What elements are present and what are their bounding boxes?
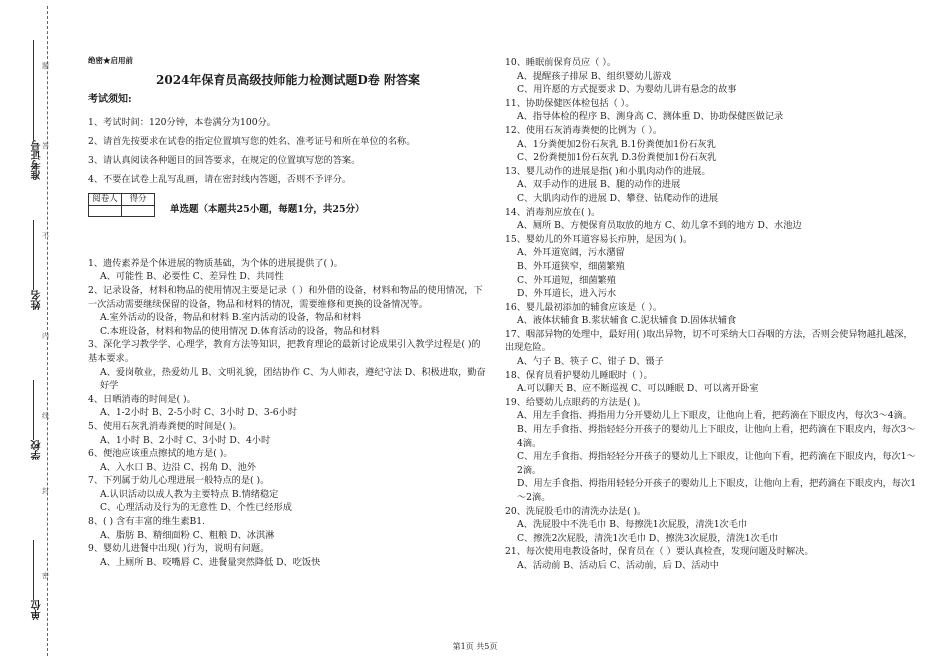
question-text: 5、使用石灰乳消毒粪便的时间是( )。: [88, 420, 242, 432]
answer-options: A、脂肪 B、精细面粉 C、粗粮 D、冰淇淋: [100, 529, 275, 541]
notice-item: 3、请认真阅读各种题目的回答要求，在规定的位置填写您的答案。: [88, 154, 361, 166]
question-text: 10、睡眠前保育员应（ ）。: [505, 57, 617, 68]
margin-char: 密: [42, 572, 49, 580]
question-text: 11、协助保健医体检包括（ ）。: [505, 97, 635, 109]
answer-options: A、1分粪便加2份石灰乳 B.1份粪便加1份石灰乳: [517, 138, 716, 150]
answer-options: B、用左手食指、拇指轻轻分开孩子的婴幼儿上下眼皮，让他向上看，把药滴在下眼皮内，每次3～4滴。: [517, 424, 916, 449]
answer-options: D、外耳道长，进入污水: [517, 288, 617, 300]
question-list-left: [88, 257, 488, 570]
answer-options: A、外耳道宽阔，污水潴留: [517, 247, 625, 259]
answer-options: A、勺子 B、筷子 C、钳子 D、镊子: [517, 356, 664, 368]
question-text: 12、使用石灰消毒粪便的比例为（ ）。: [505, 124, 663, 136]
question-text: 19、给婴幼儿点眼药的方法是( )。: [505, 396, 647, 408]
margin-char: 题: [42, 62, 49, 70]
notice-item: 4、不要在试卷上乱写乱画，请在密封线内答题，否则不予评分。: [88, 173, 352, 185]
answer-options: C、外耳道短，细菌繁殖: [517, 274, 616, 286]
unit-field[interactable]: [33, 540, 34, 600]
question-text: 20、洗屁股毛巾的清洗办法是( )。: [505, 505, 647, 517]
answer-options: A、指导体检的程序 B、测身高 C、测体重 D、协助保健医做记录: [517, 111, 784, 123]
question-text: 8、( ) 含有丰富的维生素B1.: [88, 516, 206, 528]
question-text: 18、保育员看护婴幼儿睡眠时（ ）。: [505, 369, 653, 381]
margin-char: 不: [42, 232, 49, 240]
question-text: 1、遗传素养是个体进展的物质基础，为个体的进展提供了( )。: [88, 257, 343, 269]
margin-char: 线: [42, 412, 49, 420]
answer-options: A、可能性 B、必要性 C、差异性 D、共同性: [100, 271, 284, 283]
notice-item: 1、考试时间：120分钟，本卷满分为100分。: [88, 116, 276, 128]
question-text: 15、婴幼儿的外耳道容易长疖肿，是因为( )。: [505, 233, 693, 245]
score-cell[interactable]: [122, 205, 155, 216]
answer-options: A、洗屁股中不洗毛巾 B、每擦洗1次屁股，清洗1次毛巾: [517, 519, 748, 531]
page-title: 2024年保育员高级技师能力检测试题D卷 附答案: [156, 72, 420, 87]
question-text: 14、消毒剂应放在( )。: [505, 206, 601, 218]
answer-options: D、用左手食指、拇指用轻轻分开孩子的婴幼儿上下眼皮，让他向上看，把药滴在下眼皮内，每次1～2滴。: [517, 478, 917, 503]
answer-options: A、爱岗敬业，热爱幼儿 B、文明礼貌，团结协作 C、为人师表，遵纪守法 D、积极进取，勤奋好学: [100, 366, 486, 392]
unit-label: 单位: [32, 600, 43, 620]
answer-options: C.本班设备，材料和物品的使用情况 D.体育活动的设备，物品和材料: [100, 325, 380, 337]
question-list-right: [505, 56, 920, 573]
score-box: [88, 193, 155, 217]
answer-options: A、液体状辅食 B.浆状辅食 C.泥状辅食 D.固体状辅食: [517, 315, 737, 327]
name-label: 姓名: [32, 290, 43, 310]
answer-options: C、用左手食指、拇指轻轻分开孩子的婴幼儿上下眼皮，让他向下看，把药滴在下眼皮内，每次1～2滴。: [517, 451, 916, 476]
secret-mark: 绝密★启用前: [88, 56, 133, 65]
question-text: 3、深化学习教学学、心理学，教育方法等知识，把教育理论的最新讨论成果引入教学过程是( )的基本要求。: [88, 339, 481, 364]
answer-options: A、入水口 B、边沿 C、拐角 D、池外: [100, 461, 256, 473]
answer-options: A、上厕所 B、咬嘴唇 C、进餐量突然降低 D、吃饭快: [100, 556, 321, 568]
answer-options: A、活动前 B、活动后 C、活动前，后 D、活动中: [517, 559, 719, 571]
right-column: [505, 56, 920, 573]
exam-number-field[interactable]: [33, 40, 34, 140]
school-label: 学校: [32, 440, 43, 460]
section-heading: 单选题（本题共25小题，每题1分，共25分）: [170, 203, 365, 215]
answer-options: A.认识活动以成人教为主要特点 B.情绪稳定: [100, 488, 279, 500]
question-text: 6、便池应该重点擦拭的地方是( )。: [88, 448, 233, 460]
question-text: 2、记录设备，材料和物品的使用情况主要是记录（ ）和外借的设备，材料和物品的使用情况，下一次活动需要继续保留的设备，物品和材料的情况，需要维修和更换的设备情况等。: [88, 284, 483, 310]
answer-options: C、心理活动及行为的无意性 D、个性已经形成: [100, 502, 292, 514]
notice-title: 考试须知:: [88, 94, 132, 106]
answer-options: A.可以聊天 B、应不断巡视 C、可以睡眠 D、可以离开卧室: [517, 383, 759, 395]
answer-options: A、双手动作的进展 B、腿的动作的进展: [517, 179, 681, 191]
page-footer: 第1页 共5页: [452, 642, 498, 651]
question-text: 4、日晒消毒的时间是( )。: [88, 393, 196, 405]
answer-options: C、擦洗2次屁股，清洗1次毛巾 D、擦洗3次屁股，清洗1次毛巾: [517, 532, 779, 544]
score-label: 得分: [122, 193, 155, 205]
margin-char: 答: [42, 142, 49, 150]
answer-options: B、外耳道狭窄，细菌繁殖: [517, 260, 625, 272]
left-column: [88, 54, 488, 569]
school-field[interactable]: [33, 380, 34, 440]
name-field[interactable]: [33, 220, 34, 290]
answer-options: C、用许愿的方式提要求 D、为婴幼儿讲有悬念的故事: [517, 84, 737, 96]
question-text: 17、咽部异物的处理中，最好用( )取出异物，切不可采纳大口吞咽的方法，否则会使异物越扎越深，出现危险。: [505, 328, 913, 354]
margin-char: 封: [42, 487, 49, 495]
answer-options: C、大肌肉动作的进展 D、攀登、钻爬动作的进展: [517, 192, 719, 204]
question-text: 9、婴幼儿进餐中出现( )行为，说明有问题。: [88, 543, 270, 555]
answer-options: A.室外活动的设备，物品和材料 B.室内活动的设备，物品和材料: [100, 312, 362, 324]
answer-options: A、1-2小时 B、2-5小时 C、3小时 D、3-6小时: [100, 407, 298, 419]
exam-number-label: 准考证号: [32, 140, 43, 180]
notice-item: 2、请首先按要求在试卷的指定位置填写您的姓名、准考证号和所在单位的名称。: [88, 135, 416, 147]
answer-options: A、提醒孩子排尿 B、组织婴幼儿游戏: [517, 70, 672, 82]
question-text: 13、婴儿动作的进展是指( )和小肌肉动作的进展。: [505, 165, 711, 177]
grader-label: 阅卷人: [89, 193, 122, 205]
question-text: 7、下列属于幼儿心理进展一般特点的是( )。: [88, 475, 270, 487]
answer-options: A、1小时 B、2小时 C、3小时 D、4小时: [100, 434, 271, 446]
question-text: 21、每次使用电教设备时，保育员在（ ）要认真检查，发现问题及时解决。: [505, 546, 814, 558]
answer-options: C、2份粪便加1份石灰乳 D.3份粪便加1份石灰乳: [517, 152, 717, 164]
question-text: 16、婴儿最初添加的辅食应该是（ ）。: [505, 301, 663, 313]
margin-char: 内: [42, 332, 49, 340]
grader-cell[interactable]: [89, 205, 122, 216]
answer-options: A、用左手食指、拇指用力分开婴幼儿上下眼皮，让他向上看，把药滴在下眼皮内，每次3～4滴。: [517, 410, 913, 422]
answer-options: A、厕所 B、方便保育员取放的地方 C、幼儿拿不到的地方 D、水池边: [517, 220, 802, 232]
